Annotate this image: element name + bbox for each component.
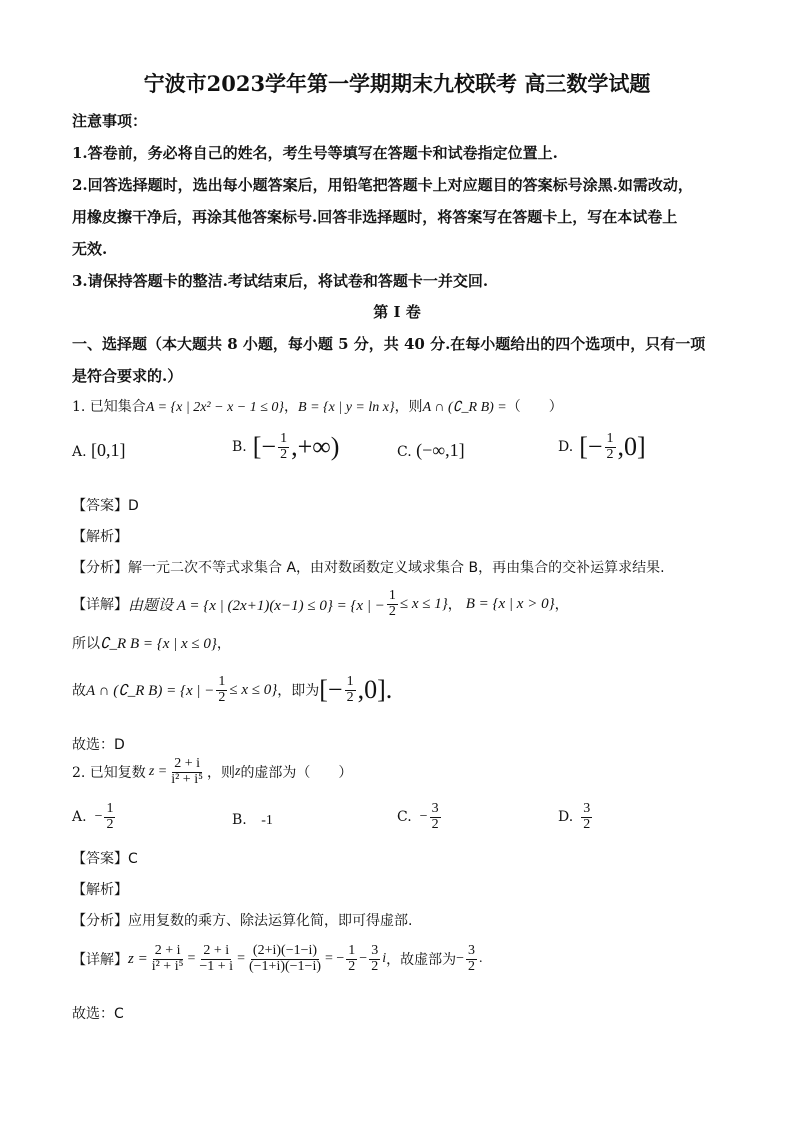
q1-detail-2-c: ， bbox=[216, 636, 231, 652]
q2-option-a-numerator: 1 bbox=[106, 801, 114, 816]
q1-then: ，则 bbox=[394, 399, 423, 415]
q2-option-d bbox=[558, 802, 594, 832]
q1-detail-3-a: 故 bbox=[72, 683, 86, 700]
q1-detail-3-fraction-2 bbox=[345, 675, 356, 705]
q1-detail-1-c: ， bbox=[447, 597, 462, 614]
q2-fenxi-text: 应用复数的乘方、除法运算化简，即可得虚部. bbox=[128, 913, 413, 929]
q1-option-a-value: [0,1] bbox=[91, 440, 126, 460]
q1-detail-line-3 bbox=[72, 675, 392, 705]
q2-detail-equals-2: = bbox=[237, 951, 245, 967]
q2-detail-equals-3: = − bbox=[325, 951, 345, 967]
q2-option-c-label: C. bbox=[397, 809, 412, 826]
q1-option-b-numerator: 1 bbox=[280, 431, 288, 446]
q1-detail-3-denominator-2: 2 bbox=[346, 689, 354, 705]
q1-comma: ， bbox=[284, 399, 299, 415]
q1-detail-1-numerator: 1 bbox=[388, 588, 396, 603]
q2-detail-fraction-3 bbox=[247, 944, 323, 974]
q2-detail-fraction-2 bbox=[197, 944, 235, 974]
q1-detail-2-b: ∁_R B = {x | x ≤ 0} bbox=[100, 636, 217, 652]
q1-blank: （ ） bbox=[506, 399, 563, 415]
q2-option-b-label: B. bbox=[232, 812, 247, 828]
q1-analysis-tag: 【解析】 bbox=[72, 529, 128, 545]
q1-option-b-label: B. bbox=[232, 439, 247, 456]
q2-option-d-label: D. bbox=[558, 809, 574, 826]
q1-detail-3-d: ，即为 bbox=[277, 683, 320, 700]
q1-detail-3-f: ,0]. bbox=[357, 675, 393, 705]
q2-detail-line bbox=[72, 944, 483, 974]
notice-item-2-line-3: 无效. bbox=[72, 240, 108, 258]
q1-choose: 故选：D bbox=[72, 737, 125, 753]
q2-detail-fraction-5 bbox=[369, 944, 380, 974]
q1-prefix: 1. 已知集合 bbox=[72, 399, 146, 415]
q2-detail-f2-numerator: 2 + i bbox=[203, 943, 230, 958]
q1-answer-value: D bbox=[128, 498, 139, 514]
q2-detail-f4-numerator: 1 bbox=[348, 943, 356, 958]
q2-detail-f5-numerator: 3 bbox=[371, 943, 379, 958]
section-heading-line-2: 是符合要求的.） bbox=[72, 367, 183, 385]
q1-detail-1-d: B = {x | x > 0} bbox=[465, 595, 555, 612]
q1-option-b-denominator: 2 bbox=[280, 446, 288, 462]
q1-option-b-fraction bbox=[278, 432, 289, 462]
q1-option-d bbox=[558, 432, 646, 462]
q2-detail-f2-denominator: −1 + i bbox=[199, 958, 234, 974]
q1-expression: A ∩ (∁_R B) = bbox=[422, 400, 507, 415]
q2-detail-f3-numerator: (2+i)(−1−i) bbox=[252, 943, 318, 958]
q2-option-b-value: -1 bbox=[261, 813, 273, 828]
q2-detail-result-sign: − bbox=[456, 951, 464, 967]
notice-item-1: 1.答卷前，务必将自己的姓名，考生号等填写在答题卡和试卷指定位置上. bbox=[72, 144, 558, 162]
q1-detail-2-a: 所以 bbox=[72, 636, 100, 652]
q2-numerator: 2 + i bbox=[174, 756, 200, 771]
q1-xiangjie-tag: 【详解】 bbox=[72, 597, 128, 614]
q2-option-a bbox=[72, 802, 117, 832]
q2-option-c bbox=[397, 802, 443, 832]
q1-detail-1-b: ≤ x ≤ 1} bbox=[399, 595, 448, 612]
q1-detail-line-1 bbox=[72, 589, 569, 619]
q2-detail-fraction-4 bbox=[346, 944, 357, 974]
q1-fenxi-text: 解一元二次不等式求集合 A，由对数函数定义域求集合 B，再由集合的交补运算求结果. bbox=[128, 560, 665, 576]
q2-option-a-fraction bbox=[104, 802, 115, 832]
q2-detail-result-numerator: 3 bbox=[468, 943, 475, 958]
q1-detail-3-b: A ∩ (∁_R B) = {x | − bbox=[86, 682, 215, 699]
q1-option-d-numerator: 1 bbox=[606, 431, 614, 446]
q1-detail-3-e: [− bbox=[319, 675, 343, 705]
q2-detail-f1-denominator: i² + i⁵ bbox=[151, 958, 184, 974]
q1-option-b-bracket: [− bbox=[252, 432, 277, 462]
q1-detail-1-fraction bbox=[387, 589, 398, 619]
q1-option-d-label: D. bbox=[558, 439, 574, 456]
q2-option-b bbox=[232, 812, 273, 829]
q1-option-a bbox=[72, 440, 126, 461]
q2-detail-tail: ，故虚部为 bbox=[386, 952, 457, 969]
q1-answer-tag: 【答案】 bbox=[72, 498, 128, 514]
q1-detail-3-fraction bbox=[216, 675, 227, 705]
q1-detail-line-2 bbox=[72, 633, 231, 653]
q2-option-c-numerator: 3 bbox=[431, 801, 439, 816]
q1-detail-3-c: ≤ x ≤ 0} bbox=[229, 681, 278, 698]
q2-fraction bbox=[169, 757, 205, 787]
q1-option-c-value: (−∞,1] bbox=[416, 440, 465, 460]
q2-answer-value: C bbox=[128, 851, 138, 867]
q2-xiangjie-tag: 【详解】 bbox=[72, 952, 128, 969]
q1-detail-1-a: 由题设 A = {x | (2x+1)(x−1) ≤ 0} = {x | − bbox=[128, 597, 385, 614]
notice-item-3: 3.请保持答题卡的整洁.考试结束后，将试卷和答题卡一并交回. bbox=[72, 272, 489, 290]
q2-denominator: i² + i⁵ bbox=[171, 771, 203, 787]
q1-option-c bbox=[397, 440, 465, 461]
q2-detail-result-fraction bbox=[466, 944, 477, 974]
q2-fenxi bbox=[72, 910, 412, 930]
question-1-stem bbox=[72, 396, 563, 416]
q2-detail-z: z = bbox=[128, 950, 148, 967]
q2-z: z bbox=[234, 764, 241, 780]
q2-detail-result-denominator: 2 bbox=[468, 958, 475, 974]
q2-detail-period: . bbox=[479, 951, 483, 967]
q2-fenxi-tag: 【分析】 bbox=[72, 913, 128, 929]
q2-choose: 故选：C bbox=[72, 1006, 124, 1022]
question-2-stem bbox=[72, 757, 352, 787]
q1-option-a-label: A. bbox=[72, 444, 87, 460]
q2-detail-f4-denominator: 2 bbox=[348, 958, 356, 974]
q2-detail-fraction-1 bbox=[150, 944, 186, 974]
notice-item-2-line-2: 用橡皮擦干净后，再涂其他答案标号.回答非选择题时，将答案写在答题卡上，写在本试卷上 bbox=[72, 208, 678, 226]
q2-analysis-tag: 【解析】 bbox=[72, 882, 128, 898]
q2-tail-2: 的虚部为（ ） bbox=[240, 765, 353, 782]
notice-heading: 注意事项： bbox=[72, 112, 148, 130]
q1-option-b bbox=[232, 432, 339, 462]
q2-z-eq: z = bbox=[148, 764, 168, 780]
q2-answer-tag: 【答案】 bbox=[72, 851, 128, 867]
q2-option-a-denominator: 2 bbox=[106, 816, 114, 832]
q2-detail-f5-denominator: 2 bbox=[371, 958, 379, 974]
q2-detail-f1-numerator: 2 + i bbox=[154, 943, 181, 958]
q2-option-c-denominator: 2 bbox=[431, 816, 439, 832]
q2-detail-i: i bbox=[382, 951, 387, 967]
q2-option-d-numerator: 3 bbox=[583, 801, 591, 816]
q2-option-a-label: A. bbox=[72, 809, 87, 826]
q1-detail-3-numerator: 1 bbox=[218, 674, 226, 689]
q1-option-d-tail: ,0] bbox=[617, 432, 646, 462]
q2-option-d-fraction bbox=[581, 802, 592, 832]
q2-prefix: 2. 已知复数 bbox=[72, 765, 146, 782]
q1-answer bbox=[72, 495, 139, 515]
q2-answer bbox=[72, 848, 138, 868]
q1-detail-3-numerator-2: 1 bbox=[346, 674, 354, 689]
page-title: 宁波市2023学年第一学期期末九校联考 高三数学试题 bbox=[143, 71, 651, 96]
q1-option-c-label: C. bbox=[397, 444, 412, 460]
q1-option-d-bracket: [− bbox=[579, 432, 603, 462]
q2-option-d-denominator: 2 bbox=[583, 816, 591, 832]
q2-option-a-sign: − bbox=[94, 809, 103, 825]
q1-option-b-tail: ,+∞) bbox=[291, 432, 340, 462]
q2-detail-f3-denominator: (−1+i)(−1−i) bbox=[248, 958, 321, 974]
q2-tail: ，则 bbox=[206, 765, 235, 782]
q1-detail-3-denominator: 2 bbox=[218, 689, 226, 705]
q2-detail-equals-1: = bbox=[187, 951, 196, 967]
q1-fenxi bbox=[72, 557, 665, 577]
q1-set-b: B = {x | y = ln x} bbox=[298, 400, 395, 415]
volume-heading: 第 I 卷 bbox=[373, 303, 421, 321]
q1-fenxi-tag: 【分析】 bbox=[72, 560, 128, 576]
q1-option-d-denominator: 2 bbox=[606, 446, 614, 462]
q1-set-a: A = {x | 2x² − x − 1 ≤ 0} bbox=[145, 400, 285, 415]
q1-option-d-fraction bbox=[605, 432, 616, 462]
notice-item-2-line-1: 2.回答选择题时，选出每小题答案后，用铅笔把答题卡上对应题目的答案标号涂黑.如需改动， bbox=[72, 176, 693, 194]
q1-detail-1-e: ， bbox=[554, 597, 569, 614]
q2-detail-minus: − bbox=[359, 951, 368, 967]
section-heading-line-1: 一、选择题（本大题共 8 小题，每小题 5 分，共 40 分.在每小题给出的四个选项中，只有一项 bbox=[72, 335, 706, 353]
q2-option-c-sign: − bbox=[419, 809, 428, 825]
q2-option-c-fraction bbox=[430, 802, 441, 832]
q1-detail-1-denominator: 2 bbox=[388, 603, 396, 619]
